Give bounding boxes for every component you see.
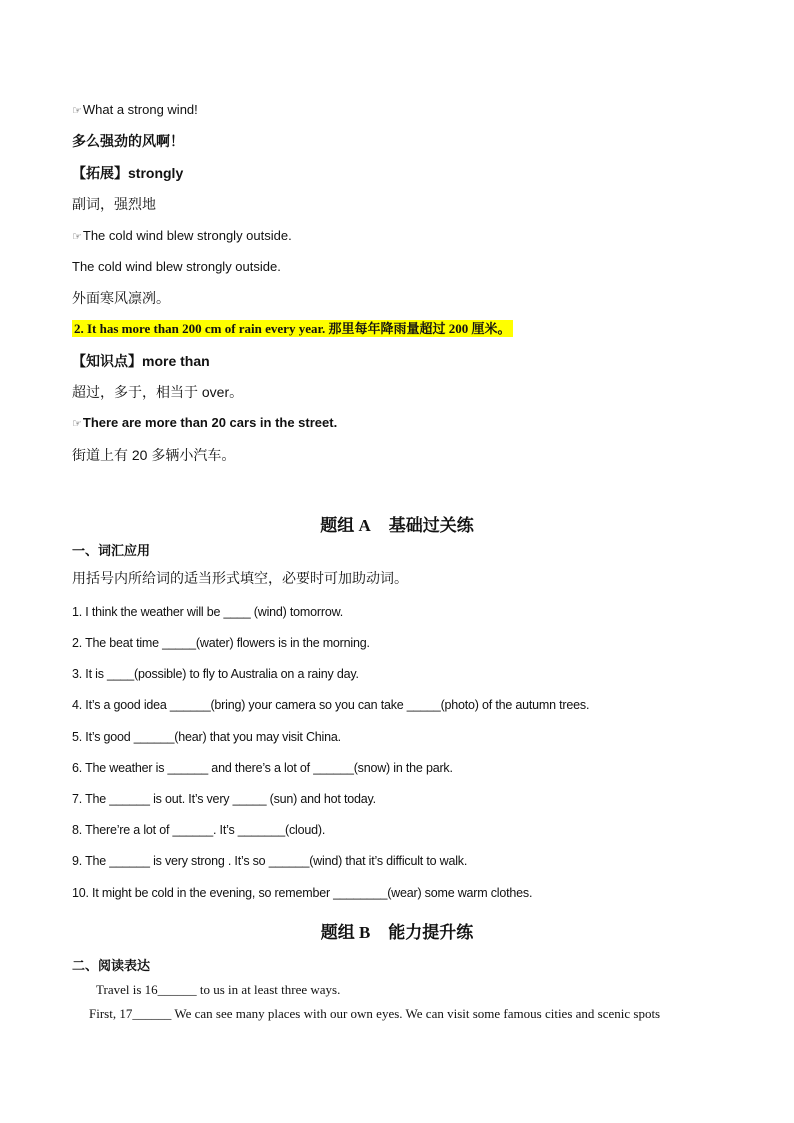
- exercise-item: 4. It’s a good idea ______(bring) your camera so you can take _____(photo) of the autumn trees.: [72, 698, 590, 712]
- knowledge-def: 超过，多于，相当于 over。: [72, 384, 244, 400]
- exercise-item: 9. The ______ is very strong . It’s so ______(wind) that it’s difficult to walk.: [72, 854, 468, 868]
- exercise-item: 3. It is ____(possible) to fly to Australia on a rainy day.: [72, 667, 359, 681]
- group-a-instruction: 用括号内所给词的适当形式填空，必要时可加助动词。: [72, 570, 408, 586]
- pointing-hand-icon: ☞: [72, 105, 82, 117]
- knowledge-label: 【知识点】more than: [72, 353, 210, 369]
- example-wind-en: ☞What a strong wind!: [72, 102, 198, 117]
- group-a-title: 题组 A 基础过关练: [320, 516, 474, 535]
- example-strongly-zh: 外面寒风凛冽。: [72, 290, 170, 306]
- exercise-item: 5. It’s good ______(hear) that you may visit China.: [72, 730, 341, 744]
- exercise-item: 10. It might be cold in the evening, so remember ________(wear) some warm clothes.: [72, 886, 533, 900]
- example-strongly-en: ☞The cold wind blew strongly outside.: [72, 228, 292, 243]
- pointing-hand-icon: ☞: [72, 231, 82, 243]
- reading-paragraph-1: Travel is 16______ to us in at least three ways.: [96, 982, 341, 997]
- example-strongly-en-repeat: The cold wind blew strongly outside.: [72, 259, 281, 274]
- exercise-item: 2. The beat time _____(water) flowers is in the morning.: [72, 636, 370, 650]
- extend-label: 【拓展】strongly: [72, 165, 184, 181]
- group-b-title: 题组 B 能力提升练: [320, 923, 474, 942]
- exercise-item: 8. There’re a lot of ______. It’s _______(cloud).: [72, 823, 326, 837]
- pointing-hand-icon: ☞: [72, 418, 82, 430]
- example-wind-zh: 多么强劲的风啊！: [72, 133, 184, 149]
- exercise-item: 7. The ______ is out. It’s very _____ (sun) and hot today.: [72, 792, 376, 806]
- example-more-zh: 街道上有 20 多辆小汽车。: [72, 447, 236, 463]
- example-more-en: ☞There are more than 20 cars in the street.: [72, 415, 338, 430]
- exercise-item: 1. I think the weather will be ____ (wind) tomorrow.: [72, 605, 343, 619]
- extend-pos: 副词，强烈地: [72, 196, 156, 212]
- reading-paragraph-2: First, 17______ We can see many places with our own eyes. We can visit some famous cities and scenic spots: [89, 1006, 661, 1021]
- exercise-item: 6. The weather is ______ and there’s a lot of ______(snow) in the park.: [72, 761, 453, 775]
- group-b-section: 二、阅读表达: [72, 958, 151, 973]
- sentence-2: [72, 320, 513, 338]
- highlighted-sentence: 2. It has more than 200 cm of rain every year. 那里每年降雨量超过 200 厘米。: [74, 321, 511, 336]
- group-a-section: 一、词汇应用: [72, 543, 151, 558]
